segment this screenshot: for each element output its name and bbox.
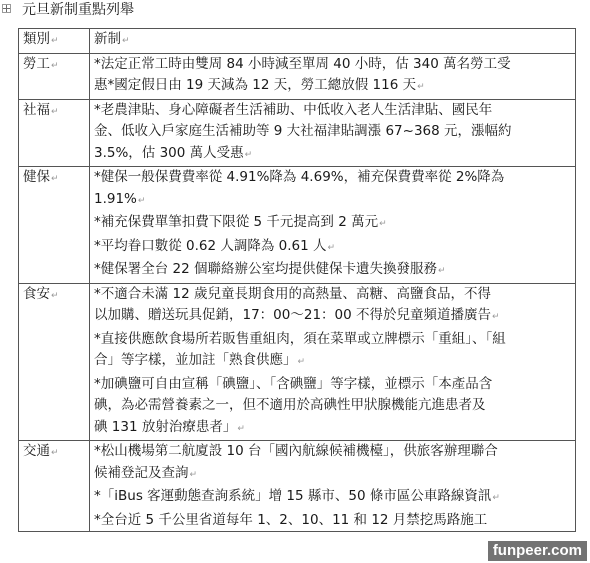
rule-cell (90, 99, 576, 167)
rule-cell (90, 283, 576, 441)
category-cell: 社福↵ (19, 99, 90, 167)
rule-line: *加碘鹽可自由宣稱「碘鹽」、「含碘鹽」等字樣，並標示「本產品含 (94, 375, 493, 392)
rule-line: *松山機場第二航廈設 10 台「國內航線候補機檯」，供旅客辦理聯合 (94, 443, 498, 459)
cell-mark-icon: ↵ (51, 448, 59, 458)
paragraph-mark-icon: ↵ (379, 219, 387, 229)
site-watermark: funpeer.com (488, 541, 587, 561)
header-category: 類別↵ (19, 29, 90, 54)
table-header-row (19, 29, 576, 54)
rule-line: *健保署全台 22 個聯絡辦公室均提供健保卡遺失換發服務↵ (94, 261, 446, 277)
rule-line: 1.91%↵ (94, 190, 146, 207)
rule-line: *直接供應飲食場所若販售重組肉，須在菜單或立牌標示「重組」、「組 (94, 330, 506, 347)
paragraph-mark-icon: ↵ (438, 266, 446, 276)
rule-line: 3.5%，估 300 萬人受惠↵ (94, 144, 253, 161)
paragraph-mark-icon: ↵ (189, 469, 198, 480)
rule-line: 合」等字樣，並加註「熟食供應」↵ (94, 352, 306, 368)
rule-line: *法定正常工時由雙周 84 小時減至單周 40 小時，估 340 萬名勞工受 (94, 55, 511, 72)
header-rule: 新制↵ (90, 29, 576, 54)
category-cell: 健保↵ (19, 167, 90, 284)
rule-line: *平均眷口數從 0.62 人調降為 0.61 人↵ (94, 237, 336, 254)
category-cell: 食安↵ (19, 283, 90, 441)
paragraph-mark-icon: ↵ (492, 312, 500, 322)
cell-mark-icon: ↵ (51, 290, 59, 301)
cell-mark-icon: ↵ (51, 174, 59, 184)
new-rules-table (18, 28, 576, 532)
category-cell: 勞工↵ (19, 53, 90, 99)
rule-line: *補充保費單筆扣費下限從 5 千元提高到 2 萬元↵ (94, 214, 387, 230)
table-row (19, 283, 576, 441)
cell-mark-icon: ↵ (51, 60, 59, 71)
table-row (19, 99, 576, 167)
rule-line: 金、低收入戶家庭生活補助等 9 大社福津貼調漲 67~368 元，漲幅約 (94, 123, 512, 139)
paragraph-mark-icon: ↵ (417, 82, 425, 92)
rule-line: 碘 131 放射治療患者」↵ (94, 418, 245, 435)
rule-cell (90, 53, 576, 99)
rule-cell (90, 167, 576, 284)
rule-line: 惠*國定假日由 19 天減為 12 天，勞工總放假 116 天↵ (94, 77, 425, 93)
rule-cell (90, 441, 576, 532)
paragraph-mark-icon: ↵ (237, 423, 245, 434)
paragraph-mark-icon: ↵ (327, 242, 336, 253)
rule-line: *健保一般保費費率從 4.91%降為 4.69%，補充保費費率從 2%降為 (94, 169, 505, 185)
rule-line: *不適合未滿 12 歲兒童長期食用的高熱量、高糖、高鹽食品，不得 (94, 285, 492, 302)
paragraph-mark-icon: ↵ (297, 357, 306, 367)
cell-mark-icon: ↵ (122, 36, 130, 46)
table-row (19, 53, 576, 99)
cell-mark-icon: ↵ (51, 36, 59, 46)
page-title: 元旦新制重點列舉 (22, 2, 134, 18)
table-row (19, 167, 576, 284)
cell-mark-icon: ↵ (51, 106, 59, 117)
rule-line: *「iBus 客運動態查詢系統」增 15 縣市、50 條市區公車路線資訊↵ (94, 488, 500, 504)
rule-line: 以加購、贈送玩具促銷，17：00～21：00 不得於兒童頻道播廣告↵ (94, 307, 500, 323)
rule-line: 碘，為必需營養素之一，但不適用於高碘性甲狀腺機能亢進患者及 (94, 397, 486, 413)
paragraph-mark-icon: ↵ (244, 149, 253, 160)
category-cell: 交通↵ (19, 441, 90, 532)
rule-line: 候補登記及查詢↵ (94, 464, 198, 481)
table-row (19, 441, 576, 532)
rule-line: *老農津貼、身心障礙者生活補助、中低收入老人生活津貼、國民年 (94, 101, 493, 118)
rule-line: *全台近 5 千公里省道每年 1、2、10、11 和 12 月禁挖馬路施工 (94, 511, 488, 528)
table-move-handle-icon[interactable] (2, 4, 11, 13)
paragraph-mark-icon: ↵ (492, 493, 500, 503)
paragraph-mark-icon: ↵ (137, 195, 146, 206)
